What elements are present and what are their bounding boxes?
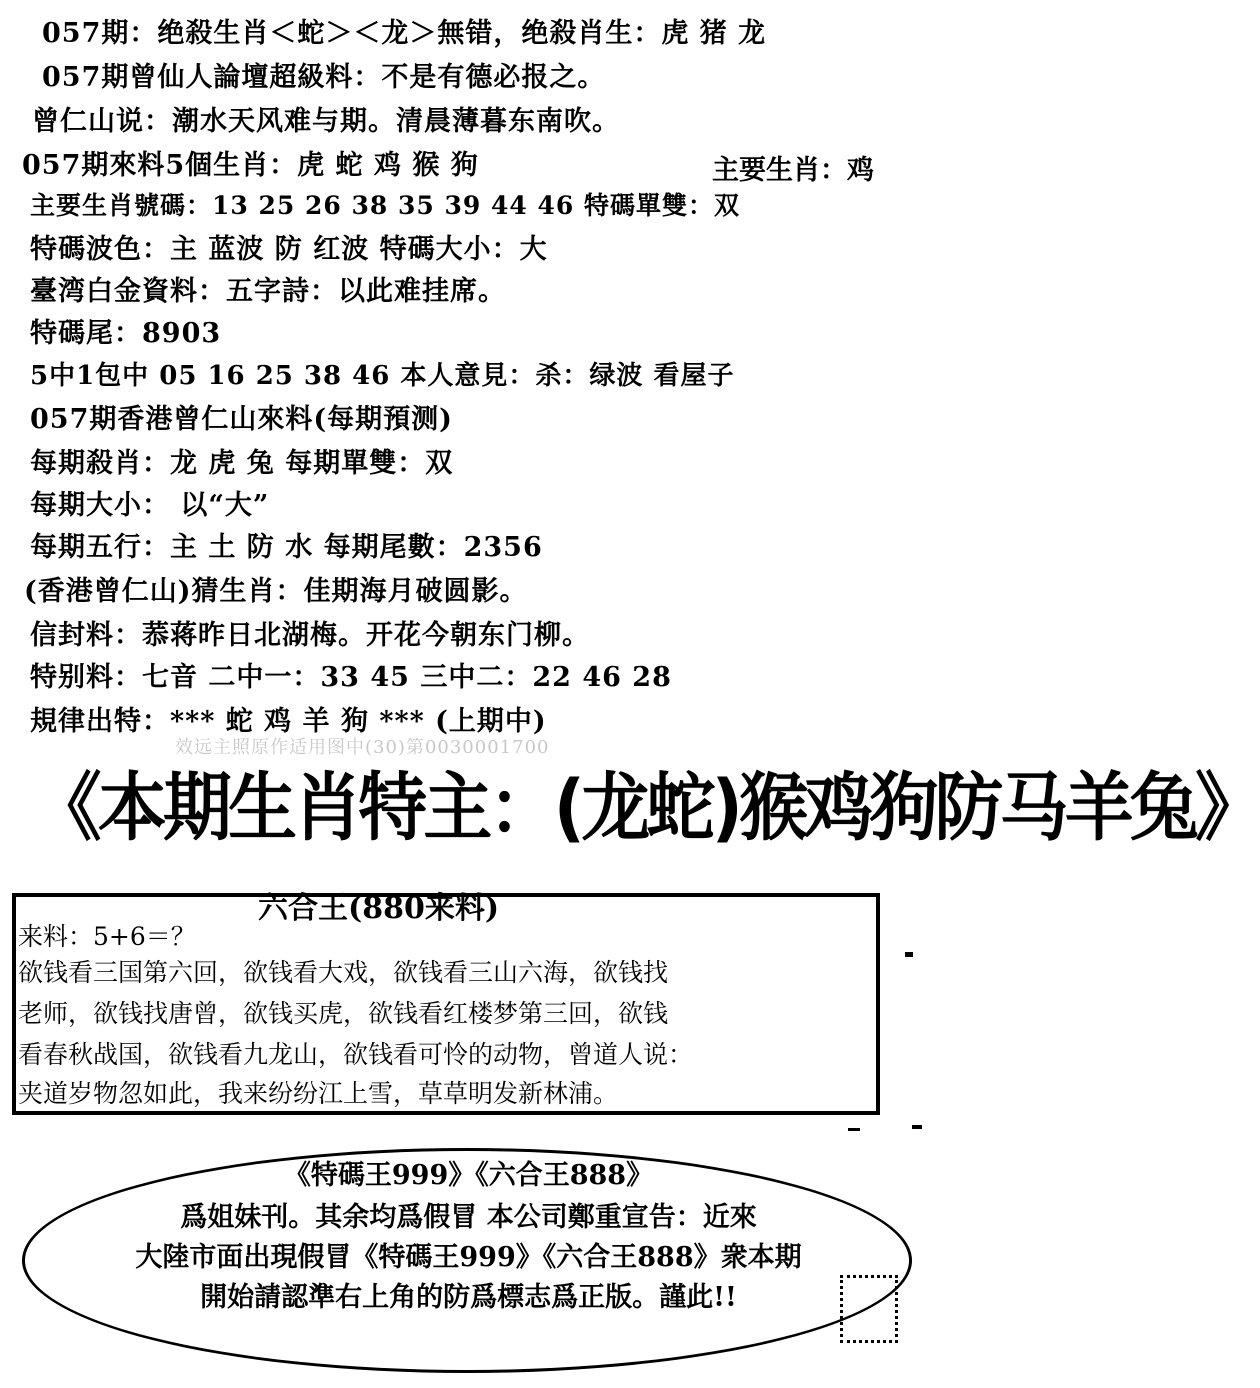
text-line-8: 特碼尾：8903: [30, 318, 222, 349]
notice-line-4: 開始請認準右上角的防爲標志爲正版。謹此!!: [200, 1282, 737, 1313]
text-line-6: 特碼波色：主 蓝波 防 红波 特碼大小：大: [30, 234, 548, 265]
riddle-line-5: 夹道岁物忽如此，我来纷纷江上雪，草草明发新林浦。: [18, 1079, 619, 1108]
text-line-12: 每期大小： 以“大”: [30, 490, 270, 521]
text-line-5: 主要生肖號碼：13 25 26 38 35 39 44 46 特碼單雙：双: [30, 191, 740, 220]
text-line-4-right: 主要生肖：鸡: [712, 155, 874, 186]
text-line-15: 信封料：菾蒋昨日北湖梅。开花今朝东门柳。: [30, 620, 590, 651]
scan-mark: [912, 1125, 922, 1129]
text-line-4: 057期來料5個生肖：虎 蛇 鸡 猴 狗: [22, 150, 479, 181]
text-line-10: 057期香港曾仁山來料(每期預测): [30, 404, 453, 435]
scan-mark: [848, 1128, 860, 1131]
text-line-16: 特别料：七音 二中一：33 45 三中二：22 46 28: [30, 662, 672, 693]
anti-counterfeit-stamp-icon: [840, 1275, 898, 1343]
text-line-9: 5中1包中 05 16 25 38 46 本人意見：杀：绿波 看屋子: [30, 361, 735, 391]
text-line-13: 每期五行：主 土 防 水 每期尾數：2356: [30, 532, 543, 563]
riddle-line-4: 看春秋战国，欲钱看九龙山，欲钱看可怜的动物，曾道人说：: [18, 1040, 694, 1069]
riddle-box-heading: 六合王(880来料): [258, 891, 500, 926]
riddle-line-3: 老师，欲钱找唐曾，欲钱买虎，欲钱看红楼梦第三回，欲钱: [18, 999, 669, 1028]
notice-line-2: 爲姐妹刊。其余均爲假冒 本公司鄭重宣告：近來: [180, 1202, 757, 1233]
headline: 《本期生肖特主：(龙蛇)猴鸡狗防马羊兔》: [32, 765, 1260, 851]
notice-line-3: 大陸市面出現假冒《特碼王999》《六合王888》衆本期: [135, 1242, 802, 1273]
scan-mark: [905, 952, 913, 957]
text-line-3: 曾仁山说：潮水天风难与期。清晨薄暮东南吹。: [32, 106, 620, 137]
text-line-17: 規律出特：*** 蛇 鸡 羊 狗 *** (上期中): [30, 706, 547, 737]
riddle-line-2: 欲钱看三国第六回，欲钱看大戏，欲钱看三山六海，欲钱找: [18, 958, 669, 987]
text-line-14: (香港曾仁山)猜生肖：佳期海月破圆影。: [24, 576, 528, 607]
watermark-text: 效远主照原作适用图中(30)第0030001700: [175, 737, 550, 758]
text-line-2: 057期曾仙人論壇超級料：不是有德必报之。: [42, 62, 606, 93]
text-line-1: 057期：绝殺生肖＜蛇＞＜龙＞無错，绝殺肖生：虎 猪 龙: [42, 18, 767, 49]
riddle-line-1: 来料：5+6＝？: [18, 922, 196, 951]
notice-line-1: 《特碼王999》《六合王888》: [283, 1160, 654, 1191]
text-line-11: 每期殺肖：龙 虎 兔 每期單雙：双: [30, 448, 454, 479]
text-line-7: 臺湾白金資料：五字詩：以此难挂席。: [30, 276, 506, 307]
